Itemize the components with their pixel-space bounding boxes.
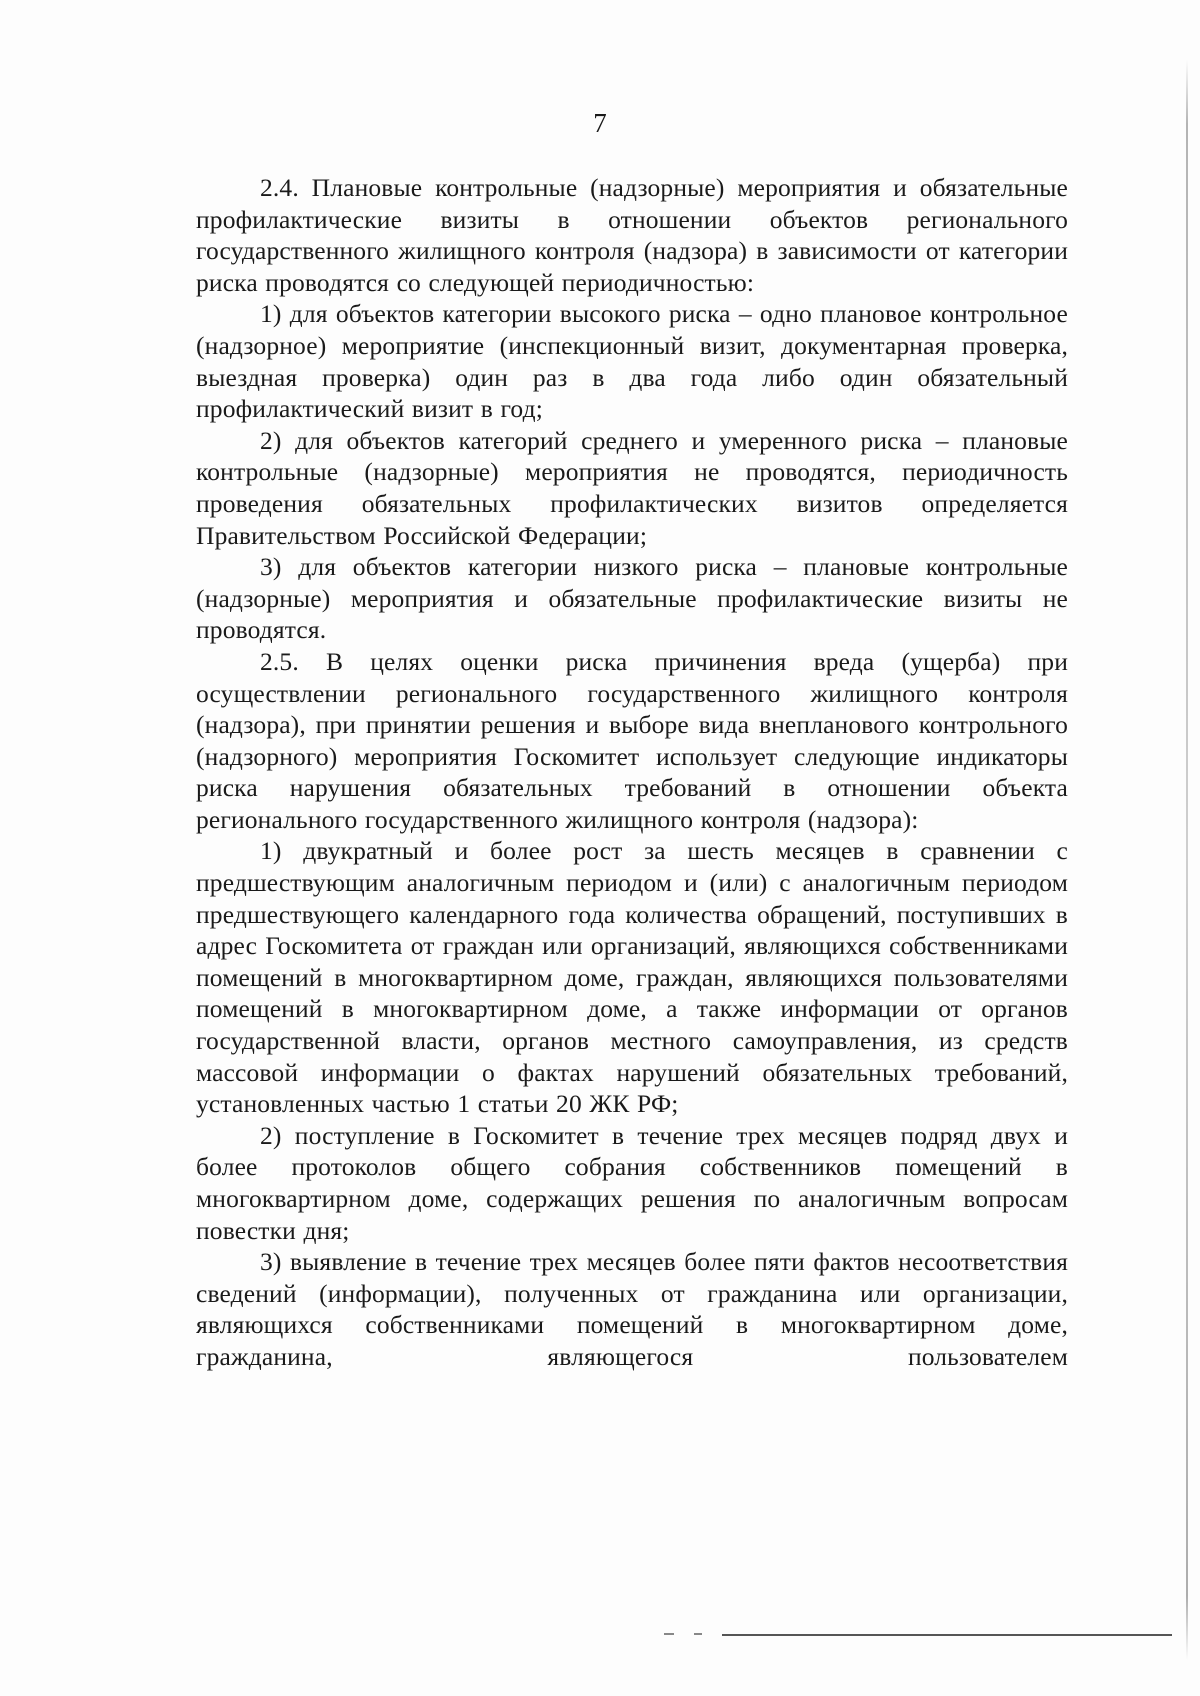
paragraph-2-5-item-3: 3) выявление в течение трех месяцев более пяти фактов несоответствия сведений (информации), полученных от гражданина или организации, являющихся собственниками помещений в многоквартирном доме, гражданина, являющегося пользователем — [196, 1247, 1068, 1371]
scan-edge-line — [1186, 60, 1188, 1660]
document-body — [196, 172, 1068, 1373]
paragraph-2-4-item-3: 3) для объектов категории низкого риска – плановые контрольные (надзорные) мероприятия и обязательные профилактические визиты не проводятся. — [196, 552, 1068, 645]
scan-artifact-dash — [664, 1633, 674, 1635]
paragraph-2-4-item-2: 2) для объектов категорий среднего и умеренного риска – плановые контрольные (надзорные) мероприятия не проводятся, периодичность проведения обязательных профилактических визитов определяется Правительством Российской Федерации; — [196, 425, 1068, 550]
paragraph-2-5-item-2: 2) поступление в Госкомитет в течение трех месяцев подряд двух и более протоколов общего собрания собственников помещений в многоквартирном доме, содержащих решения по аналогичным вопросам повестки дня; — [196, 1120, 1068, 1245]
paragraph-2-5: 2.5. В целях оценки риска причинения вреда (ущерба) при осуществлении регионального государственного жилищного контроля (надзора), при принятии решения и выборе вида внепланового контрольного (надзорного) мероприятия Госкомитет использует следующие индикаторы риска нарушения обязательных требований в отношении объекта регионального государственного жилищного контроля (надзора): — [196, 646, 1068, 834]
paragraph-2-4-item-1: 1) для объектов категории высокого риска – одно плановое контрольное (надзорное) мероприятие (инспекционный визит, документарная проверка, выездная проверка) один раз в два года либо один обязательный профилактический визит в год; — [196, 299, 1068, 424]
scan-artifact-dash — [694, 1633, 702, 1635]
scan-artifact-line — [722, 1634, 1172, 1636]
paragraph-2-5-item-1: 1) двукратный и более рост за шесть месяцев в сравнении с предшествующим аналогичным периодом и (или) с аналогичным периодом предшествующего календарного года количества обращений, поступивших в адрес Госкомитета от граждан или организаций, являющихся собственниками помещений в многоквартирном доме, граждан, являющихся пользователями помещений в многоквартирном доме, а также информации от органов государственной власти, органов местного самоуправления, из средств массовой информации о фактах нарушений обязательных требований, установленных частью 1 статьи 20 ЖК РФ; — [196, 836, 1068, 1119]
page-number: 7 — [593, 108, 607, 138]
paragraph-2-4: 2.4. Плановые контрольные (надзорные) мероприятия и обязательные профилактические визиты в отношении объектов регионального государственного жилищного контроля (надзора) в зависимости от категории риска проводятся со следующей периодичностью: — [196, 173, 1068, 297]
